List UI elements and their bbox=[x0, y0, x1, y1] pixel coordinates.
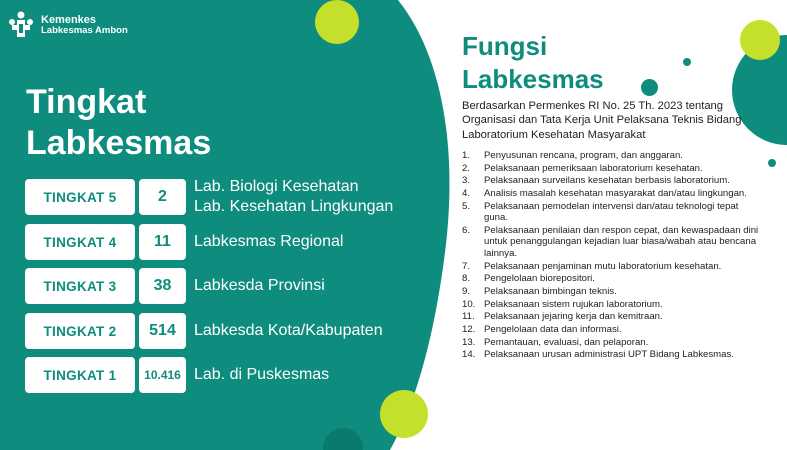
intro-text: Berdasarkan Permenkes RI No. 25 Th. 2023 tentang Organisasi dan Tata Kerja Unit Pelaksana Teknis Bidang Laboratorium Kesehatan Masyarakat bbox=[462, 100, 742, 141]
item-text: Analisis masalah kesehatan masyarakat dan/atau lingkungan. bbox=[484, 188, 747, 200]
tier-row-5 bbox=[25, 179, 393, 215]
item-number: 2. bbox=[462, 162, 471, 174]
list-item bbox=[462, 188, 762, 200]
item-number: 11. bbox=[462, 311, 475, 323]
list-item bbox=[462, 225, 762, 260]
tier-desc-line: Labkesmas Regional bbox=[194, 233, 344, 250]
logo-subtitle: Labkesmas Ambon bbox=[41, 24, 128, 36]
list-item bbox=[462, 311, 762, 323]
tier-count: 514 bbox=[139, 313, 186, 349]
item-number: 4. bbox=[462, 188, 471, 200]
decor-circle-lime-top bbox=[315, 0, 359, 44]
decor-circle-teal-dot bbox=[768, 159, 776, 167]
list-item bbox=[462, 150, 762, 162]
item-number: 7. bbox=[462, 260, 471, 272]
item-text: Pelaksanaan penjaminan mutu laboratorium kesehatan. bbox=[484, 260, 722, 272]
tier-count: 11 bbox=[139, 224, 186, 260]
tier-label: TINGKAT 2 bbox=[25, 313, 135, 349]
tier-label: TINGKAT 4 bbox=[25, 224, 135, 260]
list-item bbox=[462, 286, 762, 298]
tier-count: 2 bbox=[139, 179, 186, 215]
item-number: 9. bbox=[462, 286, 471, 297]
item-text: Penyusunan rencana, program, dan anggaran. bbox=[484, 150, 683, 161]
decor-circle-teal-mid bbox=[641, 79, 658, 96]
list-item bbox=[462, 163, 762, 175]
tier-label: TINGKAT 5 bbox=[25, 179, 135, 215]
decor-circle-lime-right bbox=[740, 20, 780, 60]
tier-description bbox=[194, 365, 329, 385]
list-item bbox=[462, 175, 762, 187]
list-item bbox=[462, 349, 762, 361]
tier-row-3 bbox=[25, 268, 325, 304]
tier-description bbox=[194, 321, 383, 341]
item-text: Pelaksanaan penilaian dan respon cepat, dan kewaspadaan dini untuk penanggulangan kejadian luar biasa/wabah atau bencana lainnya. bbox=[484, 224, 759, 259]
tier-desc-line: Labkesda Kota/Kabupaten bbox=[194, 322, 383, 339]
decor-circle-lime-bottom bbox=[380, 390, 428, 438]
logo bbox=[6, 10, 128, 40]
item-number: 14. bbox=[462, 349, 476, 361]
item-text: Pelaksanaan pemodelan intervensi dan/atau teknologi tepat guna. bbox=[484, 200, 739, 224]
item-number: 8. bbox=[462, 273, 471, 285]
item-text: Pelaksanaan surveilans kesehatan berbasis laboratorium. bbox=[484, 175, 730, 187]
item-text: Pengelolaan biorepositori. bbox=[484, 273, 595, 285]
decor-circle-teal-small bbox=[683, 58, 691, 66]
kemenkes-logo-icon bbox=[6, 10, 36, 40]
item-text: Pengelolaan data dan informasi. bbox=[484, 324, 622, 336]
item-number: 5. bbox=[462, 200, 471, 212]
list-item bbox=[462, 299, 762, 311]
tier-description bbox=[194, 276, 325, 296]
tier-count: 38 bbox=[139, 268, 186, 304]
tier-desc-line: Lab. di Puskesmas bbox=[194, 366, 330, 383]
tier-label: TINGKAT 1 bbox=[25, 357, 135, 393]
tier-row-4 bbox=[25, 224, 343, 260]
item-text: Pelaksanaan urusan administrasi UPT Bidang Labkesmas. bbox=[484, 349, 734, 361]
page-title: Tingkat Labkesmas bbox=[26, 83, 212, 162]
item-number: 12. bbox=[462, 324, 476, 336]
item-text: Pelaksanaan bimbingan teknis. bbox=[484, 286, 617, 297]
list-item bbox=[462, 261, 762, 273]
list-item bbox=[462, 324, 762, 336]
tier-row-2 bbox=[25, 313, 383, 349]
tier-label: TINGKAT 3 bbox=[25, 268, 135, 304]
item-number: 3. bbox=[462, 175, 471, 187]
item-text: Pelaksanaan pemeriksaan laboratorium kesehatan. bbox=[484, 162, 703, 174]
item-number: 10. bbox=[462, 298, 476, 310]
tier-row-1 bbox=[25, 357, 329, 393]
tier-desc-line: Lab. Biologi Kesehatan bbox=[194, 178, 359, 195]
item-text: Pemantauan, evaluasi, dan pelaporan. bbox=[484, 336, 649, 348]
item-number: 13. bbox=[462, 336, 476, 348]
item-number: 6. bbox=[462, 224, 471, 236]
tier-desc-line: Labkesda Provinsi bbox=[194, 277, 325, 294]
tier-description bbox=[194, 177, 393, 217]
list-item bbox=[462, 337, 762, 349]
item-number: 1. bbox=[462, 150, 471, 161]
tier-description bbox=[194, 232, 343, 252]
logo-name: Kemenkes bbox=[41, 13, 97, 26]
item-text: Pelaksanaan sistem rujukan laboratorium. bbox=[484, 298, 663, 310]
tier-count: 10.416 bbox=[139, 357, 186, 393]
list-item bbox=[462, 201, 762, 224]
list-item bbox=[462, 273, 762, 285]
functions-list bbox=[462, 150, 762, 362]
functions-title: Fungsi Labkesmas bbox=[462, 31, 604, 94]
tier-desc-line: Lab. Kesehatan Lingkungan bbox=[194, 198, 394, 215]
item-text: Pelaksanaan jejaring kerja dan kemitraan. bbox=[484, 311, 663, 323]
